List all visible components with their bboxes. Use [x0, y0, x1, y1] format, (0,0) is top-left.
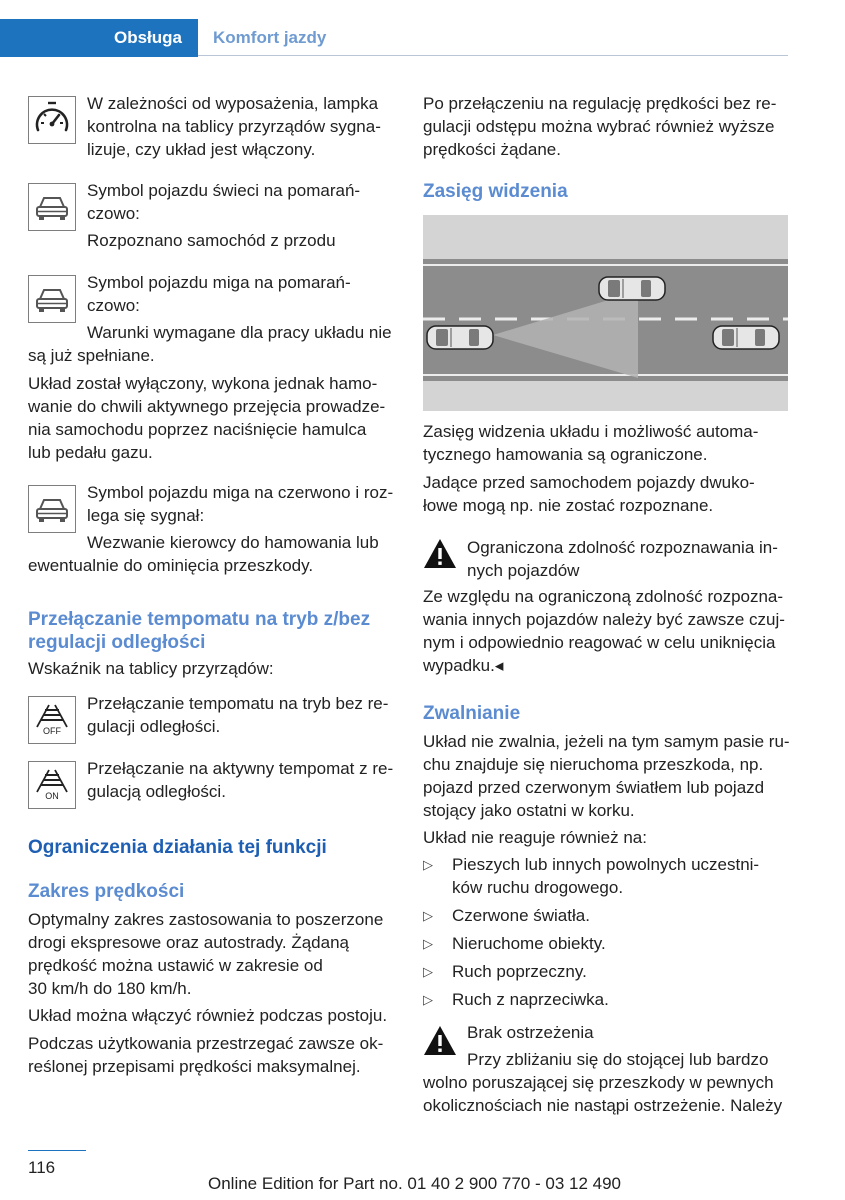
heading-speed-range: Zakres prędkości [28, 881, 185, 902]
indicator-paragraph: W zależności od wyposażenia, lampka kontrolna na tablicy przyrządów sygna- lizuje, czy układ jest włączony. [87, 94, 381, 159]
list-item: Ruch poprzeczny. [452, 962, 587, 981]
bullet-arrow-icon: ▷ [423, 857, 433, 872]
list-item: Pieszych lub innych powolnych uczestni- ków ruchu drogowego. [452, 855, 760, 897]
page-number: 116 [28, 1158, 56, 1177]
cruise-on-text: Przełączanie na aktywny tempomat z re- gulacją odległości. [87, 759, 394, 801]
detection-range-illustration [423, 215, 788, 411]
list-item: Ruch z naprzeciwka. [452, 990, 609, 1009]
heading-detection-range: Zasięg widzenia [423, 181, 568, 202]
warning-limited-detection-title: Ograniczona zdolność rozpoznawania in- nych pojazdów [467, 538, 778, 580]
list-item: Czerwone światła. [452, 906, 590, 925]
car-flash-red-text-cont: ewentualnie do ominięcia przeszkody. [28, 556, 314, 575]
standstill-paragraph: Układ można włączyć również podczas postoju. [28, 1006, 388, 1025]
range-limited-paragraph: Zasięg widzenia układu i możliwość automa- tycznego hamowania są ograniczone. [423, 422, 759, 464]
car-flash-red-text: Symbol pojazdu miga na czerwono i roz- lega się sygnał: Wezwanie kierowcy do hamowania lub [87, 483, 394, 552]
car-flash-orange-text-cont: są już spełniane. [28, 346, 155, 365]
warning-triangle-icon [423, 537, 457, 571]
no-reaction-label: Układ nie reaguje również na: [423, 828, 647, 847]
indicator-label: Wskaźnik na tablicy przyrządów: [28, 659, 274, 678]
bullet-arrow-icon: ▷ [423, 936, 433, 951]
speed-limit-paragraph: Podczas użytkowania przestrzegać zawsze ok- reślonej przepisami prędkości maksymalnej. [28, 1034, 384, 1076]
header-tab-obsluga[interactable]: Obsługa [113, 28, 182, 47]
edition-footer: Online Edition for Part no. 01 40 2 900 770 - 03 12 490 [208, 1174, 622, 1193]
list-item: Nieruchome obiekty. [452, 934, 606, 953]
braking-paragraph: Układ został wyłączony, wykona jednak hamo- wanie do chwili aktywnego przejęcia prowadze- nia samochodu poprzez naciśnięcie hamulca lub pedału gazu. [28, 374, 386, 462]
higher-speed-paragraph: Po przełączeniu na regulację prędkości bez re- gulacji odstępu można wybrać również wyższe prędkości żądane. [423, 94, 777, 159]
warning-no-alert-body: wolno poruszającej się przeszkody w pewnych okolicznościach nie nastąpi ostrzeżenie. Należy [423, 1073, 783, 1115]
footer-rule [28, 1150, 86, 1151]
bullet-arrow-icon: ▷ [423, 992, 433, 1007]
car-front-icon [28, 275, 76, 323]
heading-slowing-down: Zwalnianie [423, 703, 521, 724]
speed-range-paragraph: Optymalny zakres zastosowania to poszerzone drogi ekspresowe oraz autostrady. Żądaną prędkość można ustawić w zakresie od 30 km/h do 180 km/h. [28, 910, 384, 998]
warning-no-alert-title: Brak ostrzeżenia Przy zbliżaniu się do stojącej lub bardzo [467, 1023, 769, 1069]
two-wheeler-paragraph: Jadące przed samochodem pojazdy dwuko- łowe mogą np. nie zostać rozpoznane. [423, 473, 755, 515]
bullet-arrow-icon: ▷ [423, 964, 433, 979]
car-flash-orange-text: Symbol pojazdu miga na pomarań- czowo: Warunki wymagane dla pracy układu nie [87, 273, 392, 342]
warning-triangle-icon [423, 1024, 457, 1058]
cruise-on-icon: ON [28, 761, 76, 809]
bullet-arrow-icon: ▷ [423, 908, 433, 923]
cruise-off-icon: OFF [28, 696, 76, 744]
car-lit-orange-text: Symbol pojazdu świeci na pomarań- czowo: Rozpoznano samochód z przodu [87, 181, 361, 250]
speedometer-indicator-icon [28, 96, 76, 144]
heading-function-limits: Ograniczenia działania tej funkcji [28, 837, 327, 858]
car-front-icon [28, 183, 76, 231]
cruise-off-text: Przełączanie tempomatu na tryb bez re- gulacji odległości. [87, 694, 389, 736]
header-tab-komfort-jazdy[interactable]: Komfort jazdy [213, 28, 327, 47]
car-front-icon [28, 485, 76, 533]
heading-switch-cruise-mode: Przełączanie tempomatu na tryb z/bez regulacji odległości [28, 609, 371, 653]
warning-limited-detection-body: Ze względu na ograniczoną zdolność rozpozna- wania innych pojazdów należy być zawsze czuj- nym i odpowiednio reagować w celu uniknięcia wypadku.◂ [423, 587, 785, 675]
slowing-paragraph: Układ nie zwalnia, jeżeli na tym samym pasie ru- chu znajduje się nieruchoma przeszkoda, np. pojazd przed czerwonym światłem lub pojazd stojący jako ostatni w korku. [423, 732, 790, 820]
